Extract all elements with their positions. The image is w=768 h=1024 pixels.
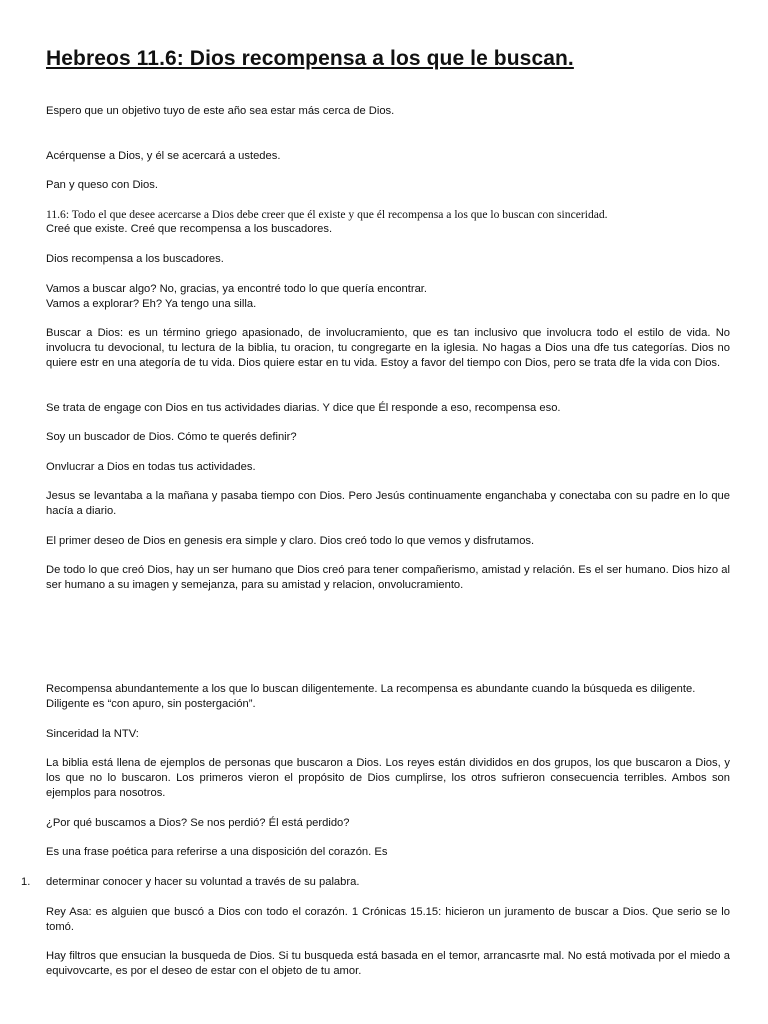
list-item: determinar conocer y hacer su voluntad a través de su palabra. bbox=[46, 876, 360, 888]
paragraph-line: Vamos a explorar? Eh? Ya tengo una silla. bbox=[46, 298, 257, 310]
paragraph: El primer deseo de Dios en genesis era simple y claro. Dios creó todo lo que vemos y disfrutamos. bbox=[46, 535, 535, 547]
paragraph: Se trata de engage con Dios en tus actividades diarias. Y dice que Él responde a eso, recompensa eso. bbox=[46, 402, 561, 414]
page-title: Hebreos 11.6: Dios recompensa a los que le buscan. bbox=[46, 47, 574, 70]
paragraph: ¿Por qué buscamos a Dios? Se nos perdió? Él está perdido? bbox=[46, 817, 350, 829]
paragraph: Onvlucrar a Dios en todas tus actividades. bbox=[46, 461, 256, 473]
paragraph: Rey Asa: es alguien que buscó a Dios con todo el corazón. 1 Crónicas 15.15: hicieron un juramento de buscar a Dios. Que serio se lo tomó. bbox=[46, 906, 730, 933]
paragraph: Acérquense a Dios, y él se acercará a ustedes. bbox=[46, 150, 281, 162]
paragraph: Es una frase poética para referirse a una disposición del corazón. Es bbox=[46, 846, 388, 858]
paragraph bbox=[46, 282, 730, 312]
paragraph: Soy un buscador de Dios. Cómo te querés definir? bbox=[46, 431, 297, 443]
paragraph: Pan y queso con Dios. bbox=[46, 179, 158, 191]
paragraph bbox=[46, 682, 730, 712]
paragraph: Hay filtros que ensucian la busqueda de Dios. Si tu busqueda está basada en el temor, arrancasrte mal. No está motivada por el miedo a equivovcarte, es por el deseo de estar con el objeto de tu amor. bbox=[46, 950, 730, 977]
paragraph: La biblia está llena de ejemplos de personas que buscaron a Dios. Los reyes están divididos en dos grupos, los que buscaron a Dios, y los que no lo buscaron. Los primeros vieron el propósito de Dios cumplirse, los otros sufrieron consecuencia terribles. Ambos son ejemplos para nosotros. bbox=[46, 757, 730, 799]
paragraph bbox=[46, 207, 730, 237]
paragraph: De todo lo que creó Dios, hay un ser humano que Dios creó para tener compañerismo, amistad y relación. Es el ser humano. Dios hizo al ser humano a su imagen y semejanza, para su amistad y relacion, onvolucramiento. bbox=[46, 564, 730, 591]
paragraph-line: Diligente es “con apuro, sin postergación”. bbox=[46, 698, 256, 710]
paragraph-line: Vamos a buscar algo? No, gracias, ya encontré todo lo que quería encontrar. bbox=[46, 283, 428, 295]
paragraph: Jesus se levantaba a la mañana y pasaba tiempo con Dios. Pero Jesús continuamente enganchaba y conectaba con su padre en lo que hacía a diario. bbox=[46, 490, 730, 517]
paragraph-line: Recompensa abundantemente a los que lo buscan diligentemente. La recompensa es abundante cuando la búsqueda es diligente. bbox=[46, 683, 696, 695]
paragraph: Espero que un objetivo tuyo de este año sea estar más cerca de Dios. bbox=[46, 105, 395, 117]
paragraph: Dios recompensa a los buscadores. bbox=[46, 253, 224, 265]
verse-quote: 11.6: Todo el que desee acercarse a Dios debe creer que él existe y que él recompensa a los que lo buscan con sinceridad. bbox=[46, 208, 608, 221]
paragraph-line: Creé que existe. Creé que recompensa a los buscadores. bbox=[46, 223, 333, 235]
paragraph: Sinceridad la NTV: bbox=[46, 728, 139, 740]
paragraph: Buscar a Dios: es un término griego apasionado, de involucramiento, que es tan inclusivo que involucra todo el estilo de vida. No involucra tu devocional, tu lectura de la biblia, tu oracion, tu congregarte en la iglesia. No hagas a Dios una dfe tus categorías. Dios no quiere estr en una ategoría de tu vida. Dios quiere estar en tu vida. Estoy a favor del tiempo con Dios, pero se trata dfe la vida con Dios. bbox=[46, 327, 730, 369]
list-number: 1. bbox=[21, 876, 31, 888]
